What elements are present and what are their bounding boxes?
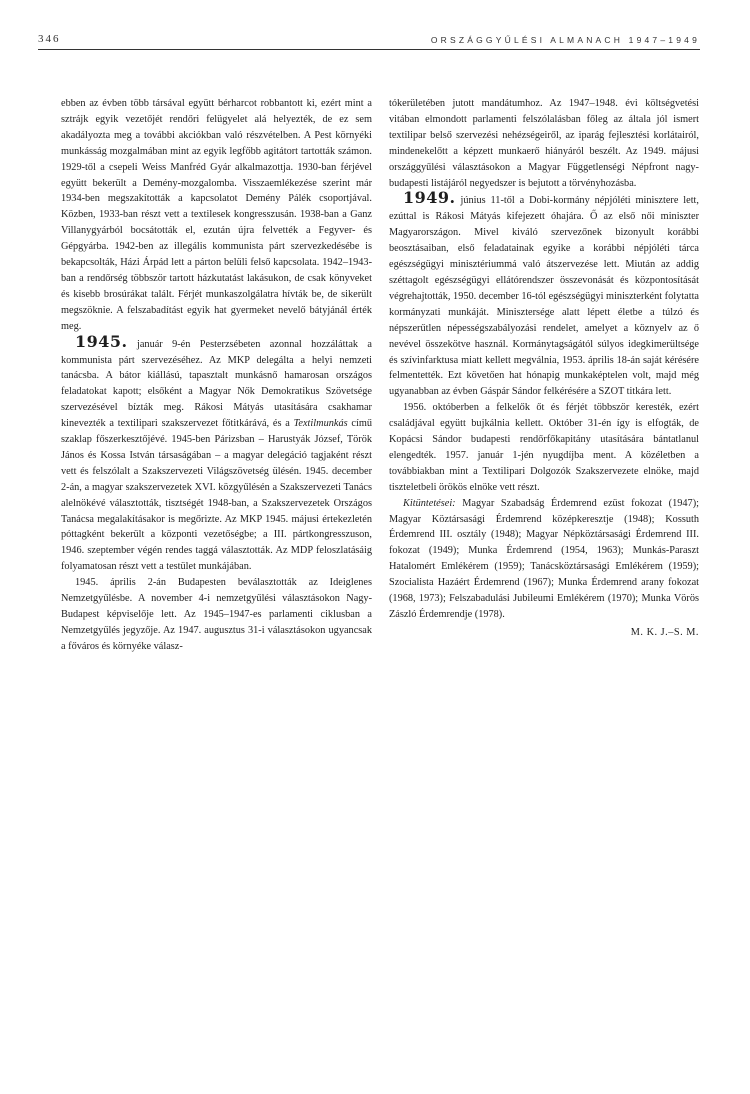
right-column <box>389 96 699 641</box>
header-rule <box>38 49 700 50</box>
paragraph-text: január 9-én Pesterzsébeten azonnal hozzáláttak a kommunista párt szervezéséhez. Az MKP delegálta a helyi nemzeti tanácsba. A bátor kiállású, tapasztalt munkásnő hamarosan országos feladatokat kapott; elsőként a Magyar Nők Demokratikus Szövetsége szervezésével bízták meg. Rákosi Mátyás utasítására csakhamar kinevezték a textilipari szakszervezet főtitkárává, és a <box>61 338 372 430</box>
paragraph-1949 <box>389 188 699 400</box>
paragraph-text: június 11-től a Dobi-kormány népjóléti minisztere lett, ezúttal is Rákosi Mátyás kifejezett óhajára. Ő az első női miniszter Magyarországon. Mivel kiváló szervezőnek bizonyult korábbi beosztásaiban, első feladatainak egyike a korábbi népjóléti tárca egészségügyi minisztériummá való átszervezése lett. Miután az addig széttagolt egészségügyi ellátórendszer összevonását és központosítását végrehajtották, 1950. december 16-tól egészségügyi miniszterként folytatta kormányzati munkáját. Minisztersége alatt lépett életbe a túlzó és népszerűtlen népességszabályozási rendelet, amelyet a köznyelv az ő nevével összekötve használ. Kormánytagságától súlyos idegkimerültsége és szívinfarktusa miatt kellett megválnia, 1953. április 18-án saját kérésére felmentették. Ezt követően hat hónapig munkaképtelen volt, majd még ugyanabban az évben Gáspár Sándor felkérésére a SZOT titkára lett. <box>389 195 699 398</box>
running-title: ORSZÁGGYŰLÉSI ALMANACH 1947–1949 <box>430 35 700 45</box>
awards-label: Kitüntetései: <box>403 497 456 509</box>
year-heading: 1945. <box>75 331 128 351</box>
page-number: 346 <box>38 33 61 45</box>
awards-paragraph <box>389 496 699 623</box>
paragraph-text: című szaklap főszerkesztőjévé. 1945-ben Párizsban – Harustyák József, Török János és Kossa István társaságában – a magyar delegáció tagjaként részt vett és felszólalt a Szakszervezeti Világszövetség ülésén. 1945. december 2-án, a magyar szakszervezetek XVI. közgyűlésén a Szakszervezeti Tanács alelnökévé választották, tisztségét 1948-ban, a Szakszervezetek Országos Tanácsa megalakításakor is megőrizte. Az MKP 1945. májusi értekezletén póttagként bekerült a központi vezetőségbe; a III. pártkongresszuson, 1946. szeptember végén rendes taggá választották. Az MDP feloszlatásáig folyamatosan részt vett a testület munkájában. <box>61 418 372 573</box>
paragraph-1945 <box>61 331 372 576</box>
year-heading: 1949. <box>403 188 456 208</box>
paragraph: 1945. április 2-án Budapesten beválasztották az Ideiglenes Nemzetgyűlésbe. A november 4-i nemzetgyűlési választásokon Nagy-Budapest képviselője lett. Az 1945–1947-es parlamenti ciklusban a Nemzetgyűlés jegyzője. Az 1947. augusztus 31-i választásokon ugyancsak a főváros és környéke válasz- <box>61 577 372 652</box>
left-column <box>61 96 372 655</box>
periodical-title: Textilmunkás <box>293 418 348 430</box>
awards-text: Magyar Szabadság Érdemrend ezüst fokozat (1947); Magyar Köztársasági Érdemrend középkeresztje (1948); Kossuth Érdemrend III. osztály (1948); Magyar Népköztársasági Érdemrend III. fokozat (1949); Munka Érdemrend (1954, 1963); Munkás-Paraszt Hatalomért Emlékérem (1959); Tanácsköztársasági Emlékérem (1959); Szocialista Hazáért Érdemrend (1967); Munka Érdemrend arany fokozat (1968, 1973); Felszabadulási Jubileumi Emlékérem (1970); Munka Vörös Zászló Érdemrendje (1978). <box>389 497 699 620</box>
author-signature: M. K. J.–S. M. <box>630 626 699 638</box>
paragraph: 1956. októberben a felkelők őt és férjét többször keresték, ezért családjával együtt bujkálnia kellett. Október 31-én így is elfogták, de Kopácsi Sándor budapesti rendőrfőkapitány utasítására bántatlanul elengedték. 1957. január 1-jén nyugdíjba ment. A közéletben a továbbiakban mint a Textilipari Dolgozók Szakszervezete elnöke, majd tiszteletbeli örökös elnöke vett részt. <box>389 402 699 493</box>
paragraph: tókerületében jutott mandátumhoz. Az 1947–1948. évi költségvetési vitában elmondott parlamenti felszólalásban főleg az általa jól ismert textilipar belső szervezési nehézségeiről, az iparág fejlesztési korlátairól, mindenekelőtt a képzett munkaerő hiányáról beszélt. Az 1949. májusi országgyűlési választásokon a Magyar Függetlenségi Népfront nagy-budapesti listájáról negyedszer is bejutott a törvényhozásba. <box>389 98 699 189</box>
paragraph: ebben az évben több társával együtt bérharcot robbantott ki, ezért mint a sztrájk egyik vezetőjét rendőri felügyelet alá helyezték, de ez sem akadályozta meg a további akciókban való részvételben. A Pest környéki munkásság mozgalmában mint az egyik legfőbb agitátort tartották számon. 1929-től a csepeli Weiss Manfréd Gyár alkalmazottja. 1930-ban férjével együtt bekerült a Demény-mozgalomba. Visszaemlékezése szerint már 1934-ben megszakították a kapcsolatot Demény Pálék csoportjával. Közben, 1933-ban részt vett a textilesek kongresszusán. 1938-ban a Ganz Villanygyárból bocsátották el, ezután újra felvették a Fegyver- és Gépgyárba. 1942-ben az illegális kommunista párt szervezkedésébe is bekapcsolták, Házi Árpád lett a párton belüli felső kapcsolata. 1942–1943-ban a rendőrség többször tartott házkutatást lakásukon, de csak könyveket és kisebb brosúrákat talált. Férjét munkaszolgálatra hívták be, de sikerült megszöknie. A felszabadítást egyik hat gyermeket nevelő bátyjánál érték meg. <box>61 98 372 332</box>
